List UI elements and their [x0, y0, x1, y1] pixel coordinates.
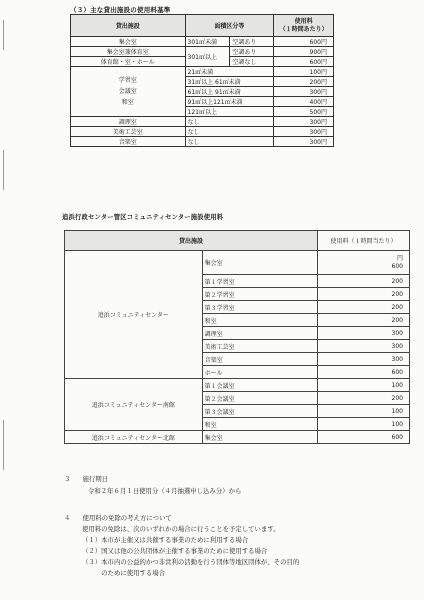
table-cell-facility: 音楽室	[71, 137, 186, 147]
room-cell: ホール	[202, 366, 317, 379]
table-cell-area: 21㎡未満	[185, 67, 274, 77]
header-fee: 使用料 （１時間あたり）	[274, 15, 334, 37]
fee-cell: 200	[318, 301, 410, 314]
header-fee: 使用料（１時間当たり）	[318, 231, 410, 251]
facility-washitsu: 和室	[121, 99, 134, 106]
scan-margin-mark	[3, 420, 4, 470]
fee-cell	[318, 251, 410, 275]
table2-title: 追浜行政センター管区コミュニティセンター施設使用料	[62, 214, 224, 221]
table-cell-facility-group	[71, 67, 186, 117]
table-cell-area: 301㎡以上	[185, 47, 230, 67]
table-cell-fee: 100円	[274, 67, 334, 77]
table-cell-fee: 300円	[274, 87, 334, 97]
facility-kaigi: 会議室	[118, 88, 137, 95]
table-cell-area: 301㎡未満	[185, 37, 230, 47]
table-cell-facility: 集会室	[71, 37, 186, 47]
facility-gakushu: 学習室	[118, 77, 137, 84]
table-cell-fee: 600円	[274, 57, 334, 67]
exempt-item: のために使用する場合	[82, 569, 166, 577]
room-cell: 集会室	[202, 251, 317, 275]
center-main-cell: 追浜コミュニティセンター	[65, 251, 203, 379]
table-cell-area: 31㎡以上 61㎡未満	[185, 77, 274, 87]
section-impl-heading	[64, 474, 108, 484]
header-facility: 貸出施設	[71, 15, 186, 37]
header-area: 面積区分等	[185, 15, 274, 37]
table-cell-fee: 600円	[274, 37, 334, 47]
room-cell: 第１学習室	[202, 275, 317, 288]
room-cell: 音楽室	[202, 353, 317, 366]
table-cell-facility: 体育館・室・ホール	[71, 57, 186, 67]
center-branch-cell: 追浜コミュニティセンター南館	[65, 379, 203, 431]
table-cell-sub: 空調あり	[230, 37, 274, 47]
header-facility: 貸出施設	[65, 231, 318, 251]
table-cell-area: なし	[185, 137, 274, 147]
room-cell: 和室	[202, 314, 317, 327]
section-number: ３	[64, 475, 71, 483]
fee-cell: 300	[318, 340, 410, 353]
room-cell: 集会室	[202, 431, 317, 444]
fee-cell: 100	[318, 418, 410, 431]
room-cell: 調理室	[202, 327, 317, 340]
room-cell: 第３学習室	[202, 301, 317, 314]
table-cell-area: 91㎡以上121㎡未満	[185, 97, 274, 107]
room-cell: 第２学習室	[202, 288, 317, 301]
section-title: 使用料の免除の考え方について	[82, 514, 172, 522]
table-cell-sub: 空調なし	[230, 57, 274, 67]
table-cell-area: 121㎡以上	[185, 107, 274, 117]
table-cell-fee: 300円	[274, 117, 334, 127]
section-impl-body: 令和２年６月１日使用分（４月抽選申し込み分）から	[88, 487, 242, 495]
fee-cell: 300	[318, 327, 410, 340]
fee-cell: 200	[318, 288, 410, 301]
table-cell-sub: 空調あり	[230, 47, 274, 57]
fee-cell: 200	[318, 314, 410, 327]
table-cell-fee: 300円	[274, 137, 334, 147]
community-center-fee-table	[64, 230, 410, 444]
room-cell: 和室	[202, 418, 317, 431]
room-cell: 第３会議室	[202, 405, 317, 418]
table-cell-facility: 集会室兼体育室	[71, 47, 186, 57]
table-cell-fee: 500円	[274, 107, 334, 117]
fee-cell: 200	[318, 392, 410, 405]
section-exempt-heading	[64, 513, 172, 523]
table-cell-facility: 美術工芸室	[71, 127, 186, 137]
fee-cell: 100	[318, 405, 410, 418]
fee-cell: 200	[318, 275, 410, 288]
fee-value: 600	[391, 262, 403, 270]
table-cell-area: なし	[185, 127, 274, 137]
table-cell-fee: 900円	[274, 47, 334, 57]
section3-title: （３）主な貸出施設の使用料基準	[70, 6, 171, 14]
exempt-item: （２）国又は他の公共団体が主催する事業のために使用する場合	[82, 547, 268, 555]
table-cell-area: 61㎡以上 91㎡未満	[185, 87, 274, 97]
table-cell-fee: 200円	[274, 77, 334, 87]
table-cell-fee: 400円	[274, 97, 334, 107]
table-cell-area: なし	[185, 117, 274, 127]
scan-margin-mark	[3, 150, 4, 190]
center-north-cell: 追浜コミュニティセンター北館	[65, 431, 203, 444]
section-title: 施行期日	[82, 475, 108, 483]
fee-standard-table	[70, 14, 334, 147]
fee-cell: 100	[318, 379, 410, 392]
table-cell-facility: 調理室	[71, 117, 186, 127]
fee-cell: 600	[318, 431, 410, 444]
room-cell: 美術工芸室	[202, 340, 317, 353]
room-cell: 第２会議室	[202, 392, 317, 405]
fee-cell: 600	[318, 366, 410, 379]
section-number: ４	[64, 514, 71, 522]
exempt-item: （３）本市内の公益的かつ非営利の活動を行う団体等地区団体が、その目的	[82, 558, 300, 566]
scan-margin-mark	[3, 20, 4, 50]
table-cell-fee: 300円	[274, 127, 334, 137]
section-exempt-intro: 使用料の免除は、次のいずれかの場合に行うことを予定しています。	[82, 525, 280, 533]
exempt-item: （１）本市が主催又は共催する事業のために利用する場合	[82, 536, 249, 544]
fee-cell: 300	[318, 353, 410, 366]
room-cell: 第１会議室	[202, 379, 317, 392]
unit-label: 円	[396, 254, 403, 262]
